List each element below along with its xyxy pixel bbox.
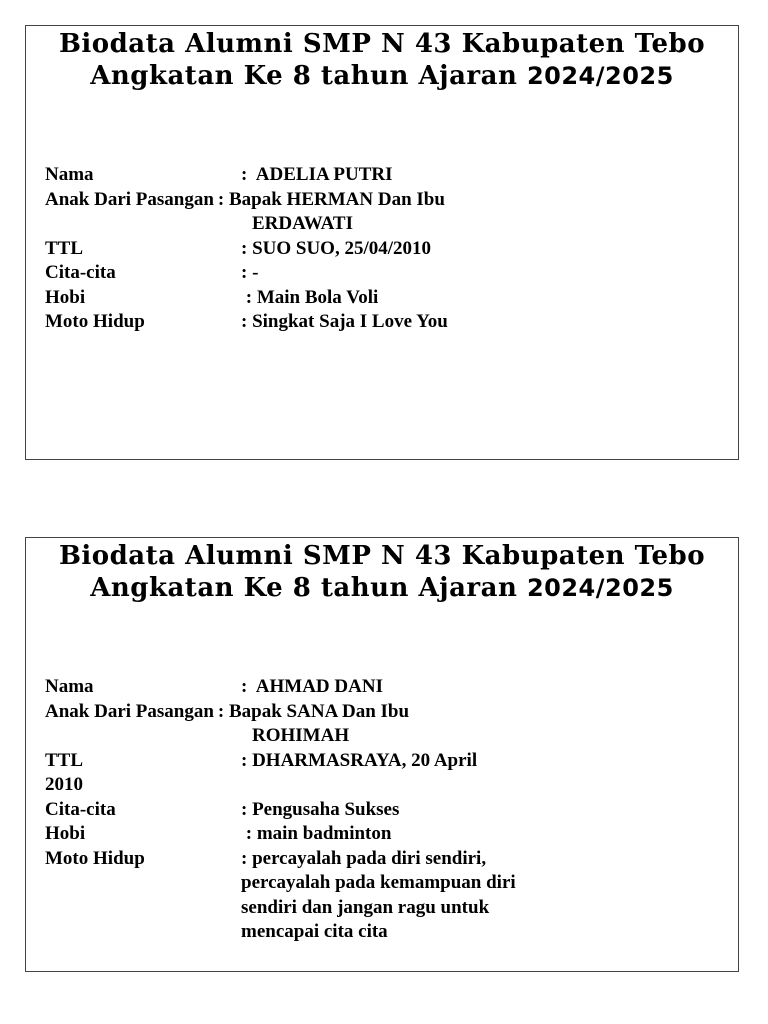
field-label: Hobi bbox=[45, 823, 86, 844]
card-title-line-2: Angkatan Ke 8 tahun Ajaran bbox=[90, 573, 527, 603]
card-title-line-1: Biodata Alumni SMP N 43 Kabupaten Tebo bbox=[58, 541, 706, 571]
card-title-year: 2024/2025 bbox=[526, 574, 674, 602]
field-label: Anak Dari Pasangan bbox=[45, 700, 214, 722]
field-label: TTL bbox=[45, 749, 84, 771]
field-value: : Bapak SANA Dan Ibu bbox=[217, 700, 410, 722]
field-row-cita-cita bbox=[45, 261, 728, 286]
field-label: TTL bbox=[45, 237, 84, 259]
field-label: Moto Hidup bbox=[45, 847, 145, 869]
card-title-line-2: Angkatan Ke 8 tahun Ajaran bbox=[90, 61, 527, 91]
field-row-ttl bbox=[45, 237, 728, 262]
field-value: : SUO SUO, 25/04/2010 bbox=[241, 237, 432, 259]
field-value-continuation: percayalah pada kemampuan diri sendiri dan jangan ragu untuk mencapai cita cita bbox=[241, 872, 516, 942]
field-label: Anak Dari Pasangan bbox=[45, 188, 214, 210]
card-title-line-1: Biodata Alumni SMP N 43 Kabupaten Tebo bbox=[58, 29, 706, 59]
field-row-hobi bbox=[45, 822, 728, 847]
field-row-orang-tua bbox=[45, 700, 728, 749]
field-label: Cita-cita bbox=[45, 798, 116, 820]
biodata-fields bbox=[45, 163, 728, 335]
field-row-cita-cita bbox=[45, 798, 728, 823]
field-label: Moto Hidup bbox=[45, 311, 145, 332]
field-label: Hobi bbox=[45, 286, 86, 308]
field-value: : AHMAD DANI bbox=[241, 676, 383, 697]
field-value: : Pengusaha Sukses bbox=[241, 798, 400, 820]
field-value: : main badminton bbox=[241, 823, 392, 844]
field-value: : - bbox=[241, 262, 259, 283]
field-row-hobi bbox=[45, 286, 728, 311]
field-row-nama bbox=[45, 675, 728, 700]
field-value: : Bapak HERMAN Dan Ibu bbox=[217, 188, 445, 210]
card-title bbox=[26, 26, 738, 92]
field-row-moto-hidup bbox=[45, 310, 728, 335]
field-value: : ADELIA PUTRI bbox=[241, 164, 393, 185]
field-value-continuation: ROHIMAH bbox=[252, 725, 350, 746]
field-value: : percayalah pada diri sendiri, bbox=[241, 847, 487, 869]
field-row-ttl bbox=[45, 749, 728, 798]
card-title bbox=[26, 538, 738, 604]
field-value-continuation: 2010 bbox=[45, 774, 83, 795]
field-value-continuation: ERDAWATI bbox=[252, 213, 354, 234]
field-label: Cita-cita bbox=[45, 262, 116, 283]
alumni-biodata-card bbox=[25, 537, 739, 972]
field-row-orang-tua bbox=[45, 188, 728, 237]
biodata-fields bbox=[45, 675, 728, 945]
field-row-nama bbox=[45, 163, 728, 188]
field-label: Nama bbox=[45, 164, 94, 185]
field-row-moto-hidup bbox=[45, 847, 728, 945]
alumni-biodata-card bbox=[25, 25, 739, 460]
field-value: : Singkat Saja I Love You bbox=[241, 311, 448, 332]
field-value: : Main Bola Voli bbox=[241, 286, 379, 308]
field-value: : DHARMASRAYA, 20 April bbox=[241, 749, 478, 771]
field-label: Nama bbox=[45, 676, 94, 697]
card-title-year: 2024/2025 bbox=[526, 62, 674, 90]
